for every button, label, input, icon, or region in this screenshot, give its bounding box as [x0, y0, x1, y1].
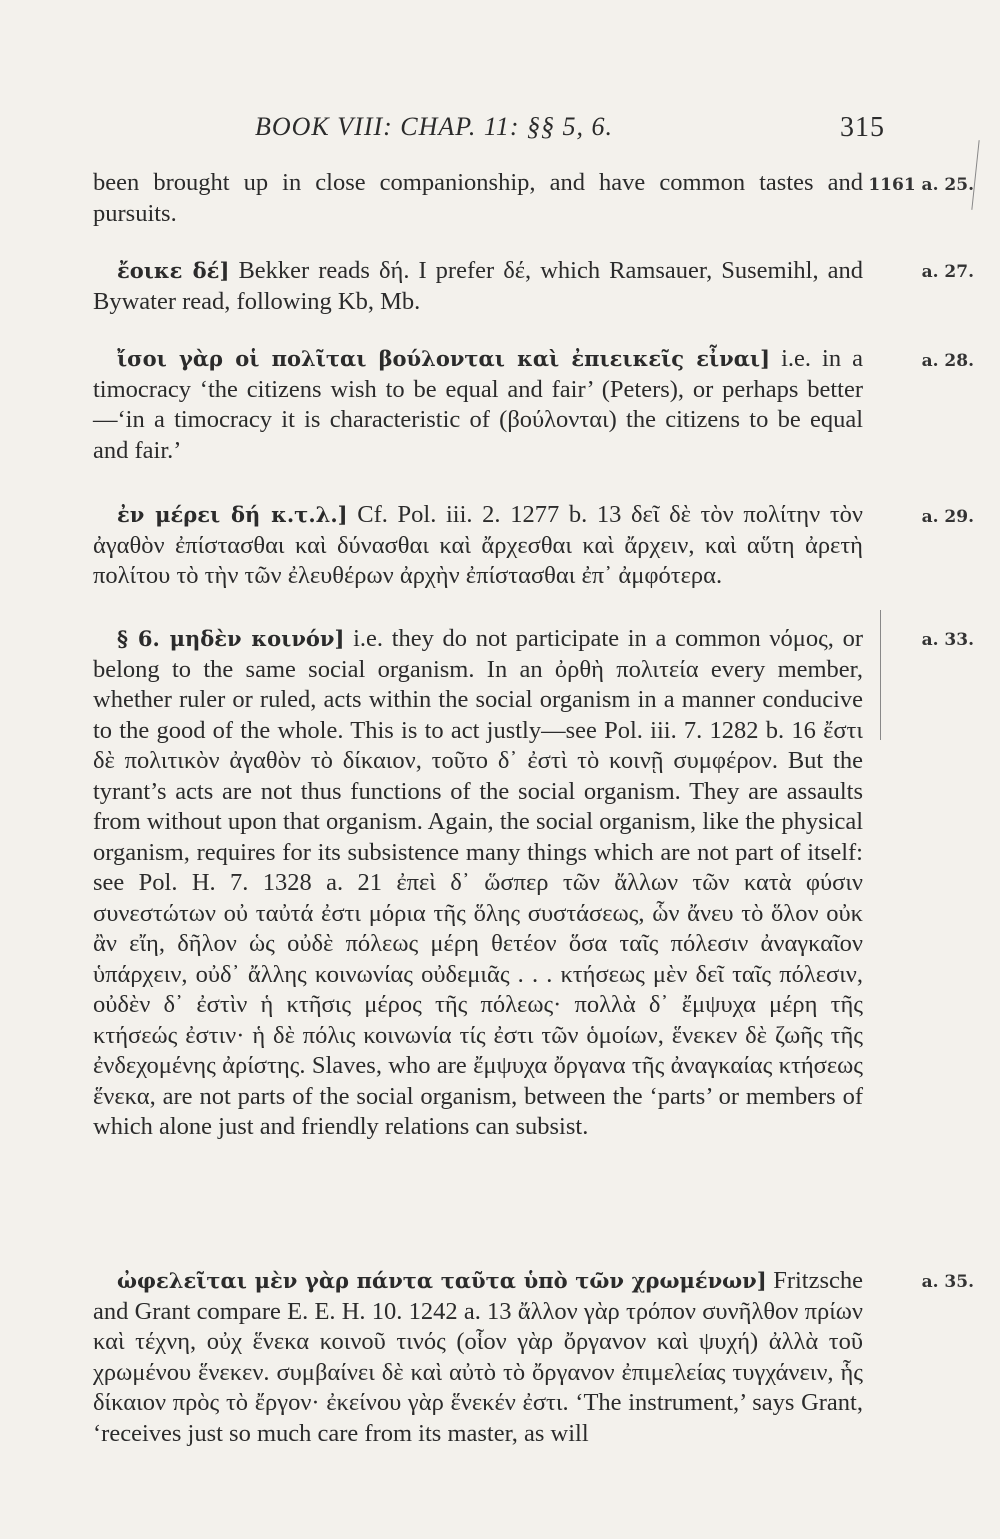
lemma: ὠφελεῖται μὲν γὰρ πάντα ταῦτα ὑπὸ τῶν χρωμένων] [117, 1268, 767, 1293]
note-text: i.e. in a timocracy ‘the citizens wish to be equal and fair’ (Peters), or perhaps better—‘in a timocracy it is characteristic of (βούλονται) the citizens to be equal and fair.’ [93, 345, 863, 464]
line-ref: a. 35. [921, 1272, 974, 1292]
note-section-6 [93, 624, 863, 1143]
running-title: BOOK VIII: CHAP. 11: §§ 5, 6. [255, 112, 614, 141]
note-text: i.e. they do not participate in a common νόμος, or belong to the same social organism. In an ὀρθὴ πολιτεία every member, whether ruler or ruled, acts within the social organism in a manner conducive to the good of the whole. This is to act justly—see Pol. iii. 7. 1282 b. 16 ἔστι δὲ πολιτικὸν ἀγαθὸν τὸ δίκαιον, τοῦτο δ᾽ ἐστὶ τὸ κοινῇ συμφέρον. But the tyrant’s acts are not thus functions of the social organism. They are assaults from without upon that organism. Again, the social organism, like the physical organism, requires for its subsistence many things which are not part of itself: see Pol. H. 7. 1328 a. 21 ἐπεὶ δ᾽ ὥσπερ τῶν ἄλλων τῶν κατὰ φύσιν συνεστώτων οὐ ταὐτά ἐστι μόρια τῆς ὅλης συστάσεως, ὧν ἄνευ τὸ ὅλον οὐκ ἂν εἴη, δῆλον ὡς οὐδὲ πόλεως μέρη θετέον ὅσα ταῖς πόλεσιν ἀναγκαῖον ὑπάρχειν, οὐδ᾽ ἄλλης κοινωνίας οὐδεμιᾶς . . . κτήσεως μὲν δεῖ ταῖς πόλεσιν, οὐδὲν δ᾽ ἐστὶν ἡ κτῆσις μέρος τῆς πόλεως· πολλὰ δ᾽ ἔμψυχα μέρη τῆς κτήσεώς ἐστιν· ἡ δὲ πόλις κοινωνία τίς ἐστι τῶν ὁμοίων, ἕνεκεν δὲ ζωῆς τῆς ἐνδεχομένης ἀρίστης. Slaves, who are ἔμψυχα ὄργανα τῆς ἀναγκαίας κτήσεως ἕνεκα, are not parts of the social organism, between the ‘parts’ or members of which alone just and friendly relations can subsist. [93, 625, 864, 1140]
margin-pencil-mark [880, 610, 881, 740]
paragraph-text: been brought up in close companionship, and have common tastes and pursuits. [93, 169, 863, 227]
note-text: Bekker reads δή. I prefer δέ, which Ramsauer, Susemihl, and Bywater read, following Kb, Mb. [93, 257, 864, 315]
running-head [255, 112, 885, 142]
paragraph-continuation [93, 168, 863, 229]
line-ref: a. 33. [921, 630, 974, 650]
note-text: Cf. Pol. iii. 2. 1277 b. 13 δεῖ δὲ τὸν πολίτην τὸν ἀγαθὸν ἐπίστασθαι καὶ δύνασθαι καὶ ἄρχεσθαι καὶ ἄρχειν, καὶ αὕτη ἀρετὴ πολίτου τὸ τὴν τῶν ἐλευθέρων ἀρχὴν ἐπίστασθαι ἐπ᾽ ἀμφότερα. [93, 501, 864, 589]
line-ref: a. 28. [921, 351, 974, 371]
lemma: ἴσοι γὰρ οἱ πολῖται βούλονται καὶ ἐπιεικεῖς εἶναι] [117, 346, 771, 371]
line-ref: a. 27. [921, 262, 974, 282]
note-en-merei [93, 500, 863, 592]
note-eoike [93, 256, 863, 317]
note-text: Fritzsche and Grant compare E. E. H. 10. 1242 a. 13 ἄλλον γὰρ τρόπον συνῆλθον πρίων καὶ τέχνη, οὐχ ἕνεκα κοινοῦ τινός (οἷον γὰρ ὄργανον καὶ ψυχή) ἀλλὰ τοῦ χρωμένου ἕνεκεν. συμβαίνει δὲ καὶ αὐτὸ τὸ ὄργανον ἐπιμελείας τυγχάνειν, ἧς δίκαιον πρὸς τὸ ἔργον· ἐκείνου γὰρ ἕνεκέν ἐστι. ‘The instrument,’ says Grant, ‘receives just so much care from its master, as will [93, 1267, 864, 1447]
note-isoi [93, 344, 863, 466]
note-ophelei [93, 1266, 863, 1449]
lemma: ἔοικε δέ] [117, 258, 230, 283]
line-ref: a. 29. [921, 507, 974, 527]
lemma: § 6. μηδὲν κοινόν] [117, 626, 345, 651]
line-ref: 1161 a. 25. [868, 175, 974, 195]
lemma: ἐν μέρει δή κ.τ.λ.] [117, 502, 348, 527]
page-number: 315 [840, 112, 885, 143]
